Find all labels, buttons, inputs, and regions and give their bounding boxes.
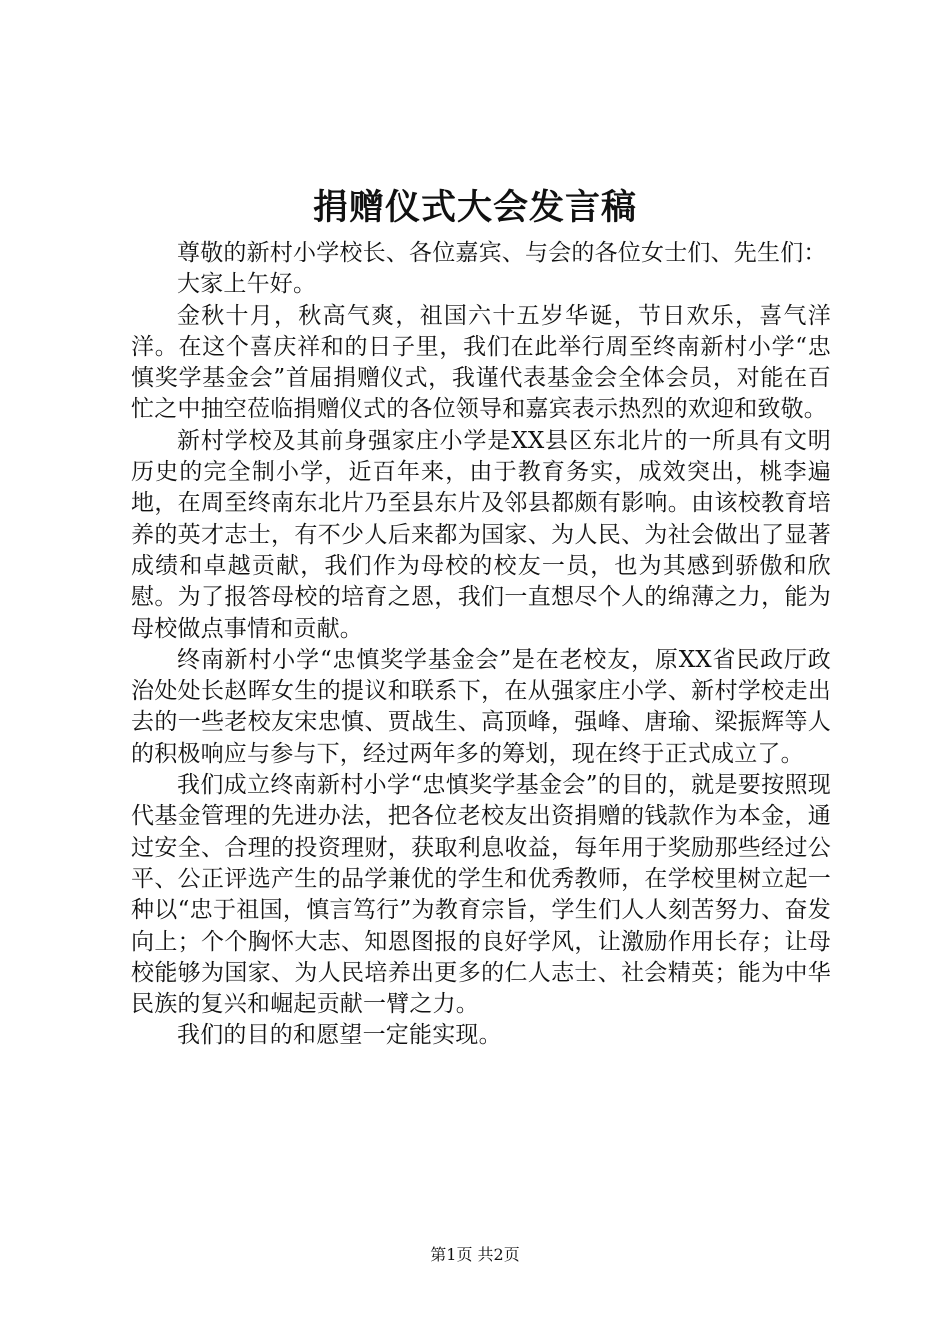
paragraph-salutation: 尊敬的新村小学校长、各位嘉宾、与会的各位女士们、先生们： (177, 240, 827, 266)
paragraph-foundation-purpose: 我们成立终南新村小学“忠慎奖学基金会”的目的，就是要按照现代基金管理的先进办法，把各位老校友出资捐赠的钱款作为本金，通过安全、合理的投资理财，获取利息收益，每年用于奖励那些经过公平、公正评选产生的品学兼优的学生和优秀教师，在学校里树立起一种以“忠于祖国，慎言笃行”为教育宗旨，学生们人人刻苦努力、奋发向上；个个胸怀大志、知恩图报的良好学风，让激励作用长存；让母校能够为国家、为人民培养出更多的仁人志士、社会精英；能为中华民族的复兴和崛起贡献一臂之力。 (131, 772, 831, 1018)
page-number-footer: 第1页 共2页 (430, 1245, 520, 1264)
document-title: 捐赠仪式大会发言稿 (312, 188, 637, 228)
paragraph-greeting: 大家上午好。 (177, 271, 317, 298)
paragraph-foundation-origin: 终南新村小学“忠慎奖学基金会”是在老校友，原XX省民政厅政治处处长赵晖女生的提议和联系下，在从强家庄小学、新村学校走出去的一些老校友宋忠慎、贾战生、高顶峰，强峰、唐瑜、梁振辉等人的积极响应与参与下，经过两年多的筹划，现在终于正式成立了。 (131, 646, 831, 767)
paragraph-closing: 我们的目的和愿望一定能实现。 (177, 1022, 502, 1049)
paragraph-school-history: 新村学校及其前身强家庄小学是XX县区东北片的一所具有文明历史的完全制小学，近百年来，由于教育务实，成效突出，桃李遍地，在周至终南东北片乃至县东片及邻县都颇有影响。由该校教育培养的英才志士，有不少人后来都为国家、为人民、为社会做出了显著成绩和卓越贡献，我们作为母校的校友一员，也为其感到骄傲和欣慰。为了报答母校的培育之恩，我们一直想尽个人的绵薄之力，能为母校做点事情和贡献。 (131, 427, 831, 642)
paragraph-welcome: 金秋十月，秋高气爽，祖国六十五岁华诞，节日欢乐，喜气洋洋。在这个喜庆祥和的日子里，我们在此举行周至终南新村小学“忠慎奖学基金会”首届捐赠仪式，我谨代表基金会全体会员，对能在百忙之中抽空莅临捐赠仪式的各位领导和嘉宾表示热烈的欢迎和致敬。 (131, 302, 831, 423)
document-body (131, 238, 831, 1052)
